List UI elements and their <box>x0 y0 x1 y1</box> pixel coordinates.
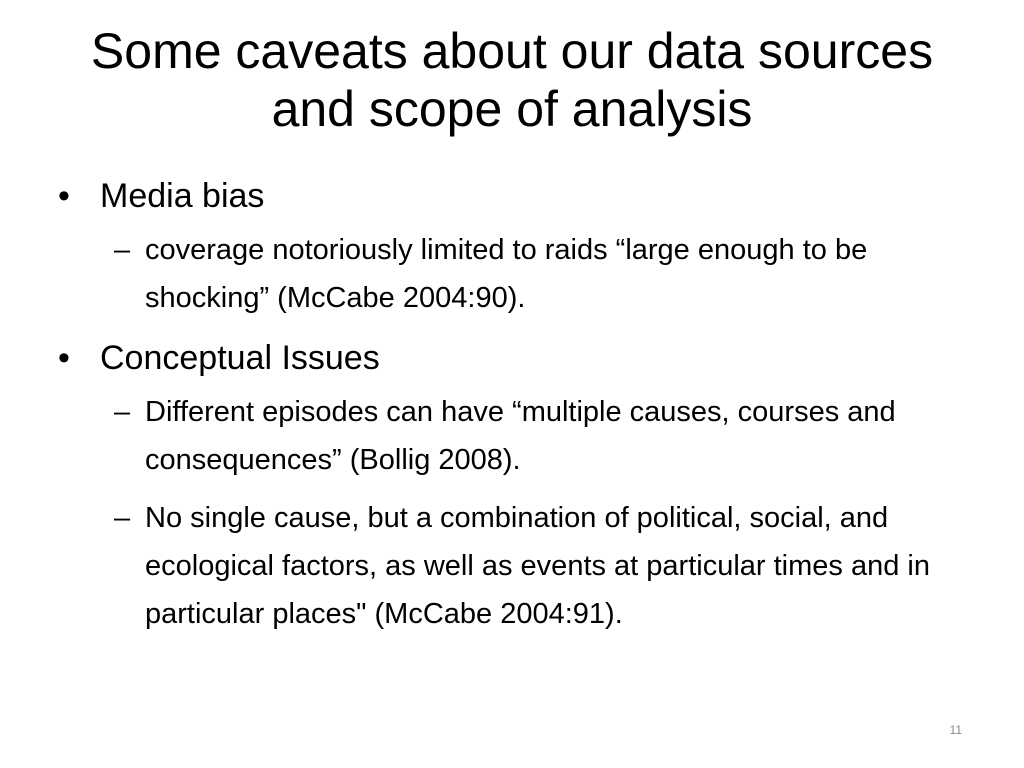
sub-bullet-item <box>100 226 986 322</box>
sub-bullet-item <box>100 494 986 638</box>
bullet-text: Media bias <box>100 177 265 215</box>
sub-bullet-text: No single cause, but a combination of political, social, and ecological factors, as well as events at particular times and in particular places" (McCabe 2004:91). <box>145 502 930 630</box>
sub-bullet-text: coverage notoriously limited to raids “large enough to be shocking” (McCabe 2004:90). <box>145 234 868 314</box>
sub-bullet-text: Different episodes can have “multiple causes, courses and consequences” (Bollig 2008). <box>145 396 896 476</box>
bullet-icon: • <box>58 177 70 215</box>
sub-bullet-item <box>100 388 986 484</box>
bullet-item-conceptual-issues <box>56 334 986 638</box>
dash-icon: – <box>114 396 131 428</box>
bullet-item-media-bias <box>56 172 986 322</box>
slide-content <box>56 172 986 650</box>
sub-bullet-list <box>100 388 986 638</box>
dash-icon: – <box>114 502 131 534</box>
dash-icon: – <box>114 234 131 266</box>
bullet-list <box>56 172 986 638</box>
bullet-icon: • <box>58 339 70 377</box>
slide-title: Some caveats about our data sources and scope of analysis <box>90 23 934 137</box>
sub-bullet-list <box>100 226 986 322</box>
page-number: 11 <box>949 723 962 737</box>
bullet-text: Conceptual Issues <box>100 339 380 377</box>
